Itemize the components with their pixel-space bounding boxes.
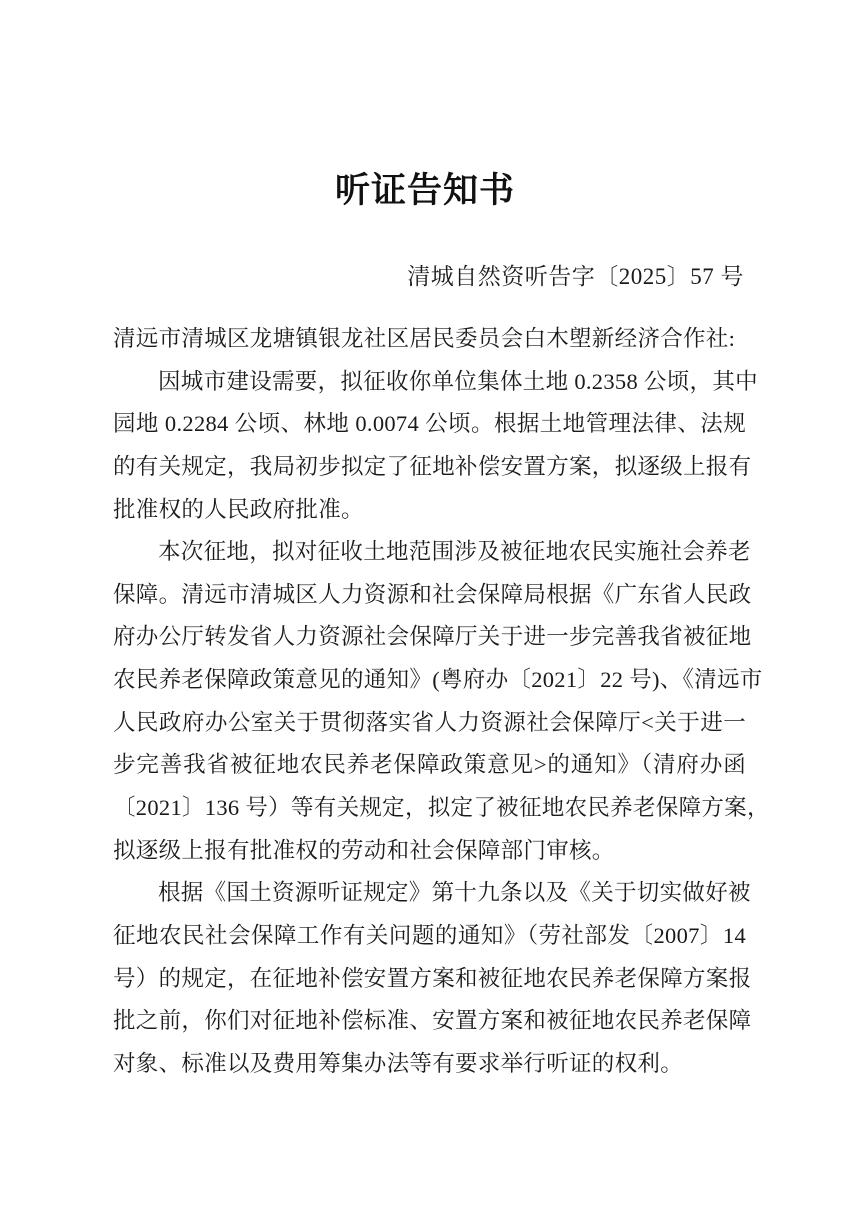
body-line: 保障。清远市清城区人力资源和社会保障局根据《广东省人民政 <box>113 581 752 607</box>
body-line: 本次征地，拟对征收土地范围涉及被征地农民实施社会养老 <box>158 539 751 565</box>
document-body <box>113 318 770 1086</box>
document-title: 听证告知书 <box>334 171 515 210</box>
body-line: 征地农民社会保障工作有关问题的通知》（劳社部发〔2007〕14 <box>113 922 746 948</box>
body-line: 批准权的人民政府批准。 <box>113 496 364 522</box>
body-line: 因城市建设需要，拟征收你单位集体土地 0.2358 公顷，其中 <box>158 368 758 394</box>
body-line: 的有关规定，我局初步拟定了征地补偿安置方案，拟逐级上报有 <box>113 453 752 479</box>
body-line: 批之前，你们对征地补偿标准、安置方案和被征地农民养老保障 <box>113 1008 752 1034</box>
body-line: 农民养老保障政策意见的通知》(粤府办〔2021〕22 号)、《清远市 <box>113 667 763 693</box>
body-line: 对象、标准以及费用筹集办法等有要求举行听证的权利。 <box>113 1050 684 1076</box>
body-line: 拟逐级上报有批准权的劳动和社会保障部门审核。 <box>113 837 615 863</box>
body-line: 人民政府办公室关于贯彻落实省人力资源社会保障厅<关于进一 <box>113 709 746 735</box>
body-line: 步完善我省被征地农民养老保障政策意见>的通知》（清府办函 <box>113 752 746 778</box>
addressee-line: 清远市清城区龙塘镇银龙社区居民委员会白木塱新经济合作社: <box>113 326 736 351</box>
body-line: 根据《国土资源听证规定》第十九条以及《关于切实做好被 <box>158 880 751 906</box>
body-line: 府办公厅转发省人力资源社会保障厅关于进一步完善我省被征地 <box>113 624 752 650</box>
body-line: 号）的规定，在征地补偿安置方案和被征地农民养老保障方案报 <box>113 965 752 991</box>
document-number: 清城自然资听告字〔2025〕57 号 <box>407 264 744 289</box>
body-line: 园地 0.2284 公顷、林地 0.0074 公顷。根据土地管理法律、法规 <box>113 411 746 437</box>
body-line: 〔2021〕136 号）等有关规定，拟定了被征地农民养老保障方案， <box>113 795 770 821</box>
